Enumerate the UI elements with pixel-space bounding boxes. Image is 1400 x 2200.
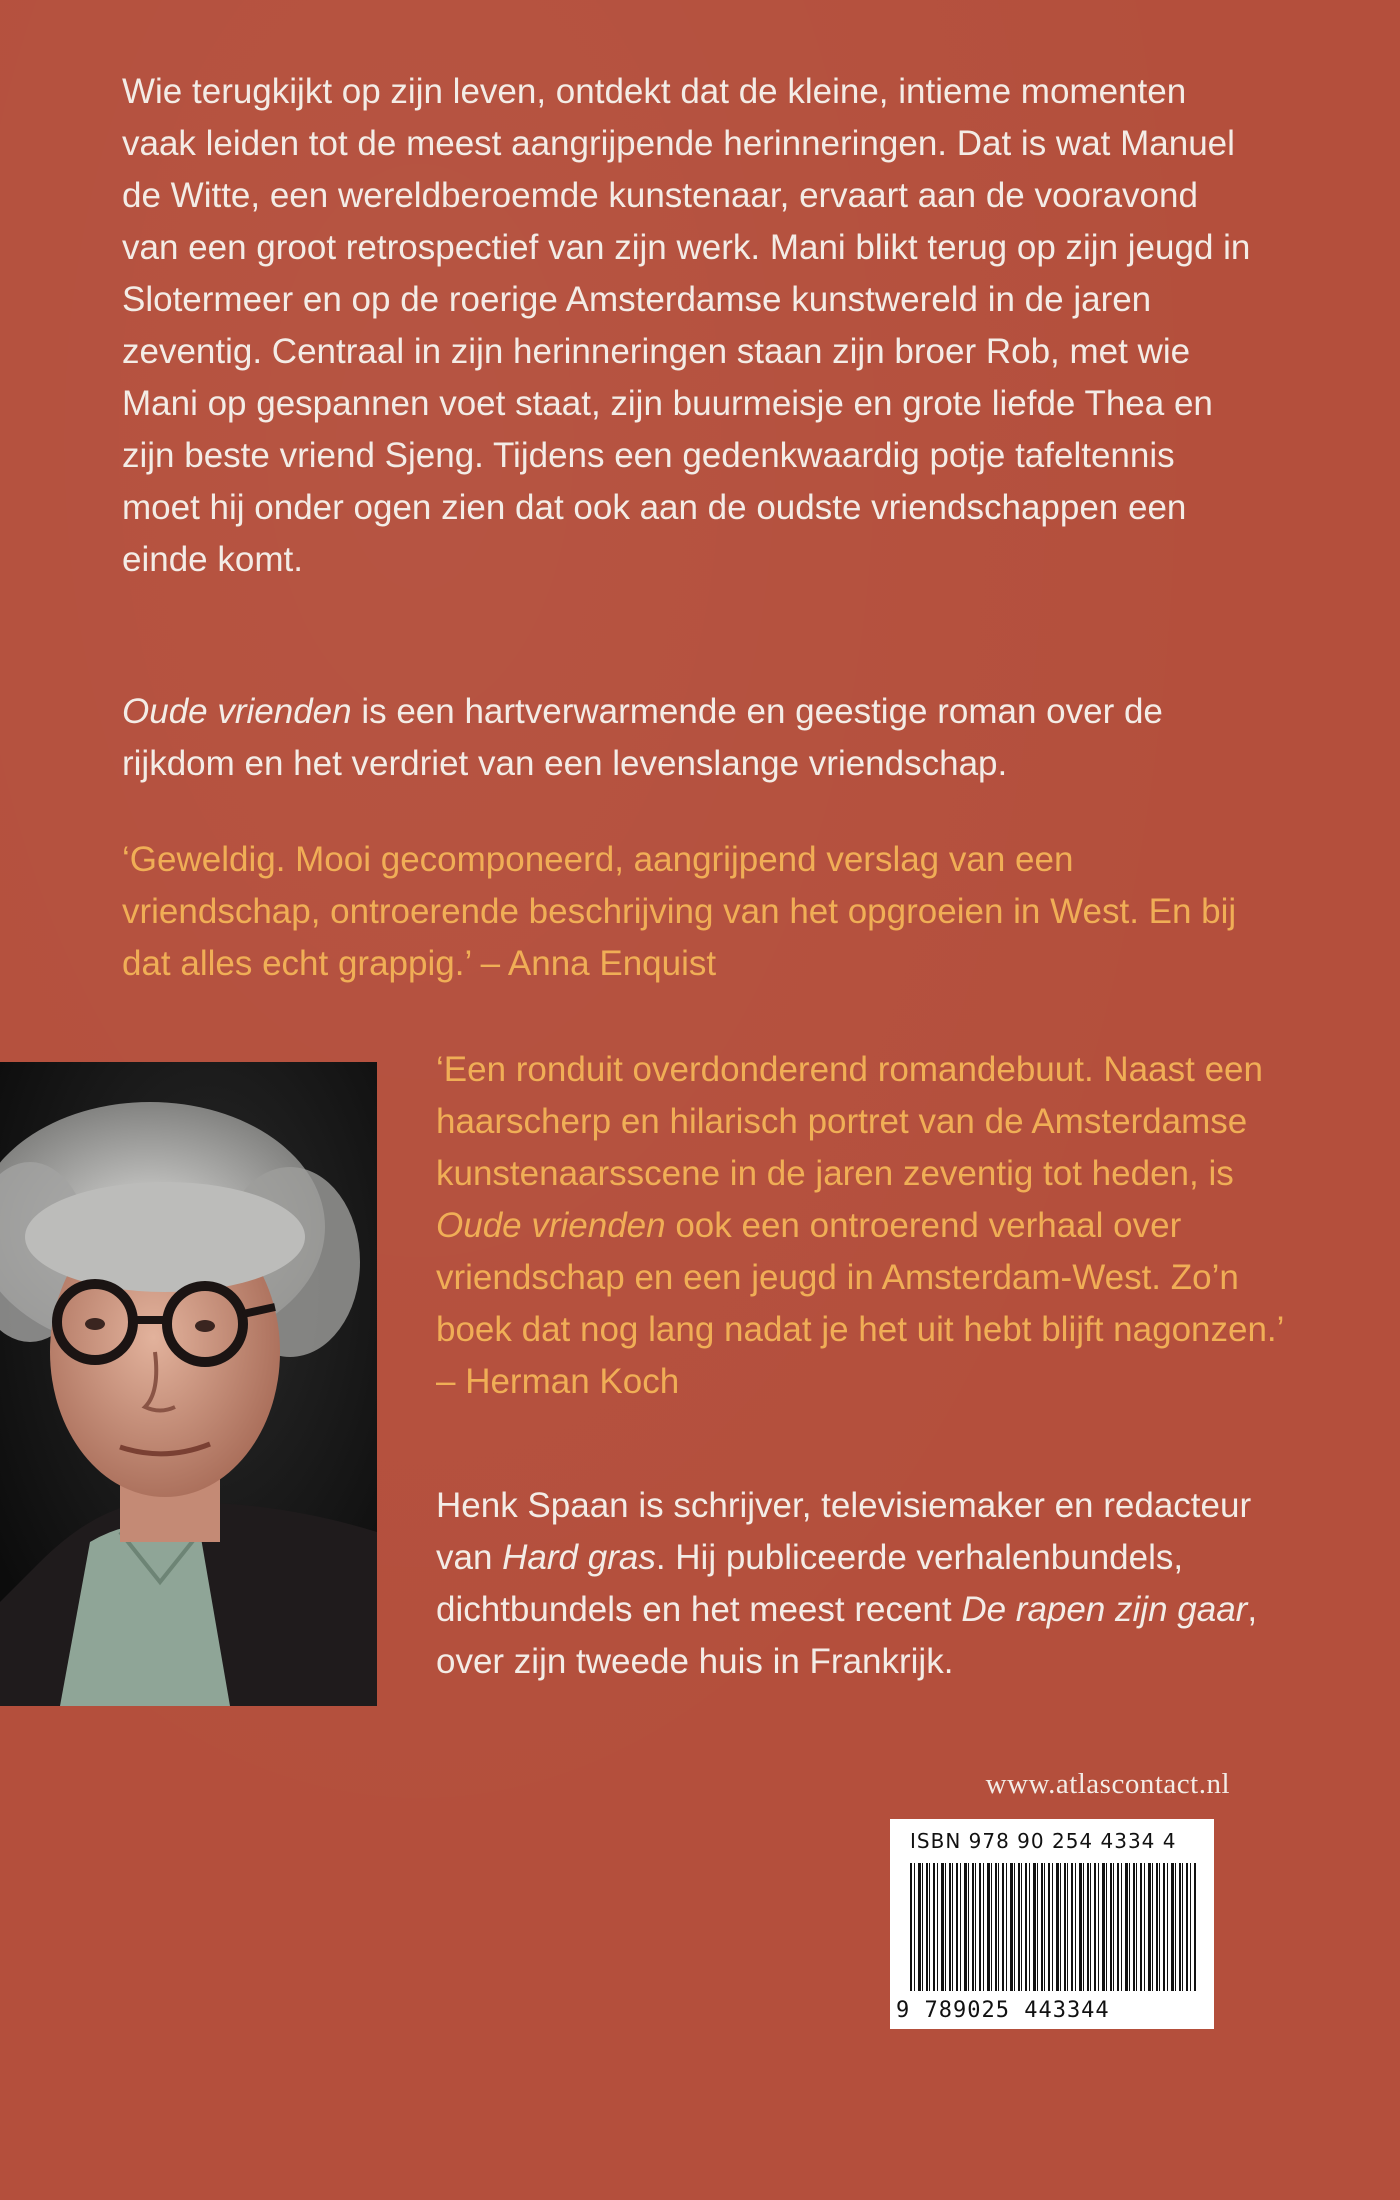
author-bio xyxy=(436,1480,1286,1688)
quote-2-text-part-1: ‘Een ronduit overdonderend romandebuut. Naast een haarscherp en hilarisch portret van de Amsterdamse kunstenaarsscene in de jaren zeventig tot heden, is xyxy=(436,1050,1263,1193)
book-title-italic: Oude vrienden xyxy=(122,692,352,731)
barcode xyxy=(890,1819,1214,2029)
barcode-bars xyxy=(910,1863,1196,1991)
quote-anna-enquist: ‘Geweldig. Mooi gecomponeerd, aangrijpend verslag van een vriendschap, ontroerende beschrijving van het opgroeien in West. En bij dat alles echt grappig.’ – Anna Enquist xyxy=(122,840,1237,983)
quote-2-text-part-2: ook een ontroerend verhaal over vriendschap en een jeugd in Amsterdam-West. Zo’n boek dat nog lang nadat je het uit hebt blijft nagonzen.’ – Herman Koch xyxy=(436,1206,1284,1401)
barcode-stripes xyxy=(910,1863,1196,1991)
title-hard-gras: Hard gras xyxy=(502,1538,656,1577)
isbn-label: ISBN 978 90 254 4334 4 xyxy=(910,1829,1177,1853)
publisher-website[interactable]: www.atlascontact.nl xyxy=(985,1768,1230,1800)
blurb-paragraph-2 xyxy=(122,686,1262,790)
book-title-italic: Oude vrienden xyxy=(436,1206,666,1245)
author-bio-part-2: . Hij publiceerde verhalenbundels, dichtbundels en het meest recent xyxy=(436,1538,1184,1629)
blurb-paragraph-1: Wie terugkijkt op zijn leven, ontdekt dat de kleine, intieme momenten vaak leiden tot de meest aangrijpende herinneringen. Dat is wat Manuel de Witte, een wereldberoemde kunstenaar, ervaart aan de vooravond van een groot retrospectief van zijn werk. Mani blikt terug op zijn jeugd in Slotermeer en op de roerige Amsterdamse kunstwereld in de jaren zeventig. Centraal in zijn herinneringen staan zijn broer Rob, met wie Mani op gespannen voet staat, zijn buurmeisje en grote liefde Thea en zijn beste vriend Sjeng. Tijdens een gedenkwaardig potje tafeltennis moet hij onder ogen zien dat ook aan de oudste vriendschappen een einde komt. xyxy=(122,72,1251,579)
blurb-paragraph-2-text: is een hartverwarmende en geestige roman over de rijkdom en het verdriet van een levenslange vriendschap. xyxy=(122,692,1163,783)
ean-digits: 9 789025 443344 xyxy=(896,1998,1206,2023)
author-bio-part-3: , over zijn tweede huis in Frankrijk. xyxy=(436,1590,1258,1681)
author-photo xyxy=(0,1062,377,1706)
author-bio-part-1: Henk Spaan is schrijver, televisiemaker en redacteur van xyxy=(436,1486,1252,1577)
title-de-rapen-zijn-gaar: De rapen zijn gaar xyxy=(961,1590,1248,1629)
quote-herman-koch xyxy=(436,1044,1296,1408)
